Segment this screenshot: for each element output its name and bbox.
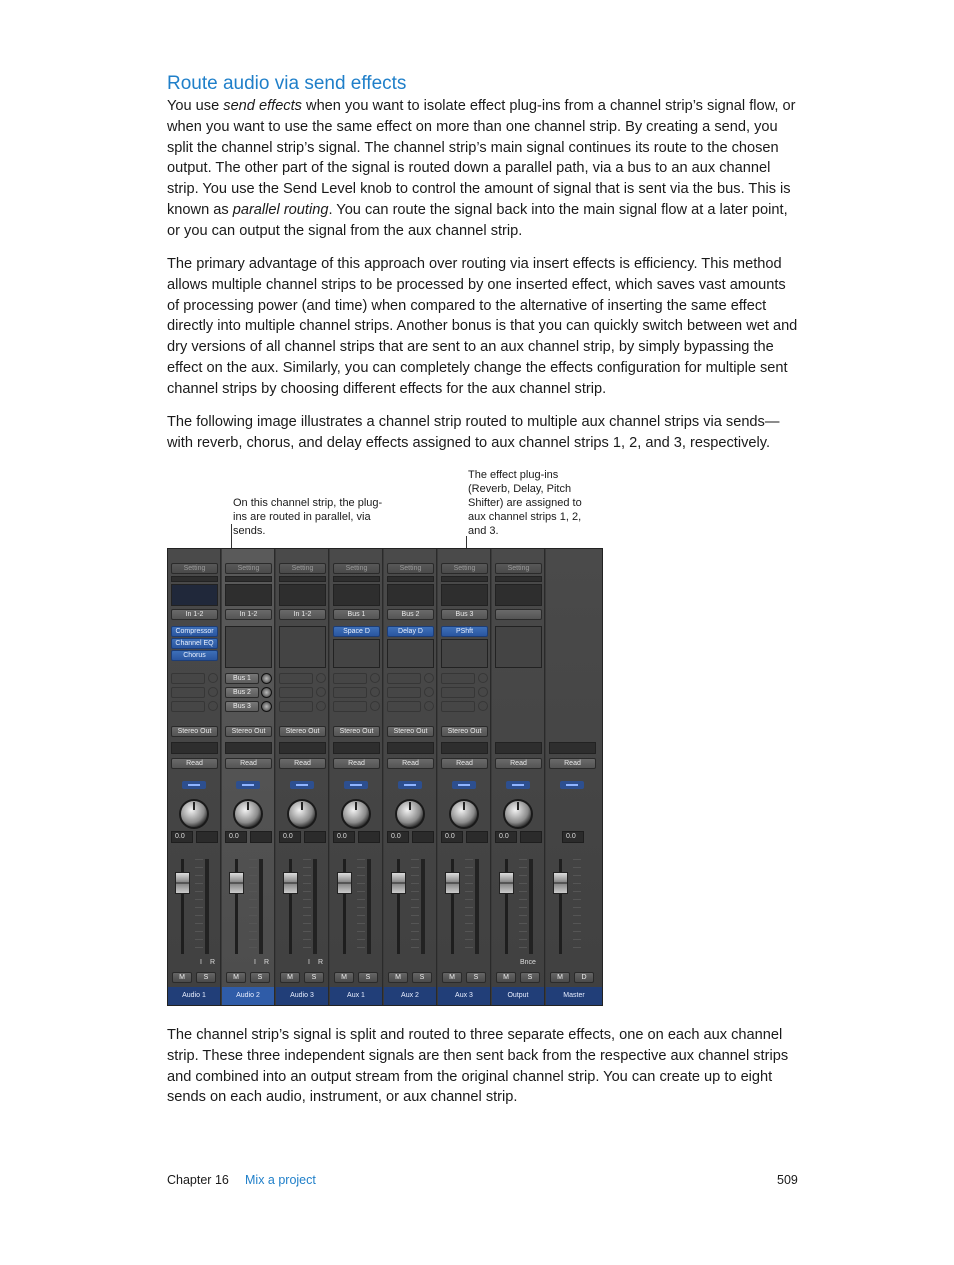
pan-knob[interactable] xyxy=(395,799,425,829)
send-level-knob[interactable] xyxy=(316,687,326,697)
peak-readout xyxy=(196,831,218,843)
send-level-knob[interactable] xyxy=(261,687,272,698)
meter-scale xyxy=(303,859,311,954)
plugin-delay-designer[interactable]: Delay D xyxy=(387,626,434,637)
plugin-chorus[interactable]: Chorus xyxy=(171,650,218,661)
insert-area[interactable] xyxy=(279,626,326,668)
insert-area[interactable] xyxy=(225,626,272,668)
channel-name[interactable]: Audio 3 xyxy=(276,987,328,1005)
mute-button[interactable]: M xyxy=(172,972,192,983)
send-level-knob[interactable] xyxy=(478,701,488,711)
solo-button[interactable]: S xyxy=(196,972,216,983)
mute-button[interactable]: M xyxy=(550,972,570,983)
pan-mode-indicator xyxy=(344,781,368,789)
channel-strip-master xyxy=(546,549,602,1005)
insert-area[interactable] xyxy=(441,639,488,668)
plugin-compressor[interactable]: Compressor xyxy=(171,626,218,637)
eq-thumbnail[interactable] xyxy=(225,584,272,606)
setting-button[interactable]: Setting xyxy=(333,563,380,574)
mute-button[interactable]: M xyxy=(496,972,516,983)
eq-thumbnail[interactable] xyxy=(171,584,218,606)
dim-button[interactable]: D xyxy=(574,972,594,983)
input-monitor-button[interactable]: I xyxy=(200,959,202,966)
plugin-pitch-shifter[interactable]: PShft xyxy=(441,626,488,637)
paragraph-advantages: The primary advantage of this approach over routing via insert effects is efficiency. This method allows multiple channel strips to be processed by one inserted effect, which saves vast amounts of processing power (and time) when compared to the alternative of inserting the same effect directly into multiple channel strips. Another bonus is that you can quickly switch between wet and dry versions of all channel strips that are sent to an aux channel strip, by simply bypassing the effect on the aux. Similarly, you can completely change the effects configuration for multiple sent channel strips by choosing different effects for the aux channel strip. xyxy=(167,256,798,397)
meter-scale xyxy=(195,859,203,954)
eq-thumbnail-bar xyxy=(279,576,326,582)
input-slot[interactable]: Bus 3 xyxy=(441,609,488,620)
output-slot[interactable]: Stereo Out xyxy=(279,726,326,737)
pan-mode-indicator xyxy=(236,781,260,789)
automation-mode-button[interactable]: Read xyxy=(549,758,596,769)
pan-knob[interactable] xyxy=(179,799,209,829)
volume-readout: 0.0 xyxy=(225,831,247,843)
mute-button[interactable]: M xyxy=(442,972,462,983)
pan-mode-indicator xyxy=(182,781,206,789)
group-slot[interactable] xyxy=(225,742,272,754)
level-meter xyxy=(259,859,263,954)
group-slot[interactable] xyxy=(387,742,434,754)
footer-page-number: 509 xyxy=(777,1173,798,1187)
channel-strip-aux-2 xyxy=(384,549,437,1005)
send-level-knob[interactable] xyxy=(424,687,434,697)
insert-area[interactable] xyxy=(333,639,380,668)
send-slot[interactable] xyxy=(333,687,367,698)
volume-readout: 0.0 xyxy=(441,831,463,843)
automation-mode-button[interactable]: Read xyxy=(387,758,434,769)
peak-readout xyxy=(250,831,272,843)
callout-right: The effect plug-ins (Reverb, Delay, Pitch Shifter) are assigned to aux channel strips 1, 2, and 3. xyxy=(468,469,582,537)
eq-thumbnail[interactable] xyxy=(333,584,380,606)
setting-button[interactable]: Setting xyxy=(495,563,542,574)
mute-button[interactable]: M xyxy=(388,972,408,983)
setting-button[interactable]: Setting xyxy=(387,563,434,574)
send-slot[interactable] xyxy=(387,673,421,684)
send-level-knob[interactable] xyxy=(316,673,326,683)
send-slot[interactable] xyxy=(171,701,205,712)
footer-chapter: Chapter 16 xyxy=(167,1173,229,1187)
automation-mode-button[interactable]: Read xyxy=(225,758,272,769)
mute-button[interactable]: M xyxy=(334,972,354,983)
input-slot[interactable] xyxy=(495,609,542,620)
send-level-knob[interactable] xyxy=(370,687,380,697)
send-slot[interactable] xyxy=(333,673,367,684)
mixer-screenshot xyxy=(167,548,603,1006)
channel-strip-output xyxy=(492,549,545,1005)
level-meter xyxy=(367,859,371,954)
channel-strip-aux-1 xyxy=(330,549,383,1005)
send-level-knob[interactable] xyxy=(424,701,434,711)
send-level-knob[interactable] xyxy=(424,673,434,683)
volume-fader[interactable] xyxy=(553,872,568,894)
record-enable-button[interactable]: R xyxy=(318,959,324,966)
solo-button[interactable]: S xyxy=(520,972,540,983)
group-slot[interactable] xyxy=(549,742,596,754)
output-slot[interactable]: Stereo Out xyxy=(441,726,488,737)
channel-name[interactable]: Audio 1 xyxy=(168,987,220,1005)
automation-mode-button[interactable]: Read xyxy=(279,758,326,769)
automation-mode-button[interactable]: Read xyxy=(495,758,542,769)
volume-fader[interactable] xyxy=(283,872,298,894)
send-slot[interactable] xyxy=(441,701,475,712)
volume-fader[interactable] xyxy=(337,872,352,894)
solo-button[interactable]: S xyxy=(250,972,270,983)
eq-thumbnail[interactable] xyxy=(387,584,434,606)
send-level-knob[interactable] xyxy=(208,673,218,683)
level-meter xyxy=(475,859,479,954)
channel-name[interactable]: Aux 1 xyxy=(330,987,382,1005)
pan-mode-indicator xyxy=(506,781,530,789)
insert-area[interactable] xyxy=(387,639,434,668)
pan-knob[interactable] xyxy=(449,799,479,829)
output-slot[interactable]: Stereo Out xyxy=(171,726,218,737)
channel-name[interactable]: Master xyxy=(546,987,602,1005)
input-slot[interactable]: In 1-2 xyxy=(279,609,326,620)
eq-thumbnail-bar xyxy=(441,576,488,582)
peak-readout xyxy=(466,831,488,843)
send-level-knob[interactable] xyxy=(261,701,272,712)
send-slot[interactable] xyxy=(387,701,421,712)
volume-readout: 0.0 xyxy=(333,831,355,843)
send-slot[interactable] xyxy=(171,687,205,698)
input-slot[interactable]: In 1-2 xyxy=(171,609,218,620)
send-level-knob[interactable] xyxy=(370,673,380,683)
setting-button[interactable]: Setting xyxy=(441,563,488,574)
pan-mode-indicator xyxy=(452,781,476,789)
volume-readout: 0.0 xyxy=(562,831,584,843)
eq-thumbnail[interactable] xyxy=(441,584,488,606)
record-enable-button[interactable]: R xyxy=(210,959,216,966)
channel-name[interactable]: Aux 2 xyxy=(384,987,436,1005)
automation-mode-button[interactable]: Read xyxy=(171,758,218,769)
meter-scale xyxy=(249,859,257,954)
send-bus-2[interactable]: Bus 2 xyxy=(225,687,259,698)
para1-text-middle: when you want to isolate effect plug-ins from a channel strip’s signal flow, or when you want to use the same effect on more than one channel strip. By creating a send, you split the channel strip’s signal. The channel strip’s main signal continues its route to the chosen output. The other part of the signal is routed down a parallel path, via a bus to an aux channel strip. You use the Send Level knob to control the amount of signal that is sent via the bus. This is known as xyxy=(167,98,796,218)
volume-fader[interactable] xyxy=(391,872,406,894)
meter-scale xyxy=(411,859,419,954)
volume-readout: 0.0 xyxy=(279,831,301,843)
send-slot[interactable] xyxy=(441,687,475,698)
paragraph-image-intro: The following image illustrates a channel strip routed to multiple aux channel strips via sends—with reverb, chorus, and delay effects assigned to aux channel strips 1, 2, and 3, respectively. xyxy=(167,414,780,451)
send-level-knob[interactable] xyxy=(370,701,380,711)
insert-area[interactable] xyxy=(495,626,542,668)
pan-knob[interactable] xyxy=(233,799,263,829)
para1-text-end: . You can route the signal back into the main signal flow at a later point, or you can output the signal from the aux channel strip. xyxy=(167,201,788,239)
eq-thumbnail-bar xyxy=(387,576,434,582)
peak-readout xyxy=(304,831,326,843)
send-slot[interactable] xyxy=(171,673,205,684)
send-slot[interactable] xyxy=(279,701,313,712)
footer-chapter-link[interactable]: Mix a project xyxy=(245,1173,316,1187)
send-slot[interactable] xyxy=(333,701,367,712)
level-meter xyxy=(421,859,425,954)
send-slot[interactable] xyxy=(279,673,313,684)
input-monitor-button[interactable]: I xyxy=(254,959,256,966)
channel-strip-aux-3 xyxy=(438,549,491,1005)
group-slot[interactable] xyxy=(441,742,488,754)
eq-thumbnail-bar xyxy=(495,576,542,582)
solo-button[interactable]: S xyxy=(358,972,378,983)
meter-scale xyxy=(465,859,473,954)
output-slot[interactable]: Stereo Out xyxy=(333,726,380,737)
para1-text-start: You use xyxy=(167,98,224,114)
eq-thumbnail-bar xyxy=(171,576,218,582)
eq-thumbnail[interactable] xyxy=(495,584,542,606)
solo-button[interactable]: S xyxy=(412,972,432,983)
eq-thumbnail-bar xyxy=(333,576,380,582)
section-heading: Route audio via send effects xyxy=(167,73,407,94)
group-slot[interactable] xyxy=(333,742,380,754)
pan-knob[interactable] xyxy=(287,799,317,829)
volume-readout: 0.0 xyxy=(495,831,517,843)
peak-readout xyxy=(520,831,542,843)
channel-name[interactable]: Output xyxy=(492,987,544,1005)
send-bus-3[interactable]: Bus 3 xyxy=(225,701,259,712)
paragraph-send-effects xyxy=(167,96,799,242)
input-slot[interactable]: Bus 2 xyxy=(387,609,434,620)
level-meter xyxy=(313,859,317,954)
callout-left: On this channel strip, the plug-ins are routed in parallel, via sends. xyxy=(233,497,383,537)
peak-readout xyxy=(358,831,380,843)
send-level-knob[interactable] xyxy=(208,701,218,711)
channel-strip-audio-2 xyxy=(222,549,275,1005)
send-slot[interactable] xyxy=(279,687,313,698)
group-slot[interactable] xyxy=(279,742,326,754)
channel-strip-audio-3 xyxy=(276,549,329,1005)
peak-readout xyxy=(412,831,434,843)
plugin-channel-eq[interactable]: Channel EQ xyxy=(171,638,218,649)
automation-mode-button[interactable]: Read xyxy=(441,758,488,769)
pan-knob[interactable] xyxy=(341,799,371,829)
group-slot[interactable] xyxy=(171,742,218,754)
send-level-knob[interactable] xyxy=(208,687,218,697)
channel-name[interactable]: Audio 2 xyxy=(222,987,274,1005)
level-meter xyxy=(205,859,209,954)
send-bus-1[interactable]: Bus 1 xyxy=(225,673,259,684)
volume-readout: 0.0 xyxy=(387,831,409,843)
pan-mode-indicator xyxy=(290,781,314,789)
channel-name[interactable]: Aux 3 xyxy=(438,987,490,1005)
meter-scale xyxy=(357,859,365,954)
record-enable-button[interactable]: R xyxy=(264,959,270,966)
setting-button[interactable]: Setting xyxy=(279,563,326,574)
mute-button[interactable]: M xyxy=(280,972,300,983)
term-parallel-routing: parallel routing xyxy=(232,201,329,218)
input-slot[interactable]: Bus 1 xyxy=(333,609,380,620)
term-send-effects: send effects xyxy=(223,98,302,114)
group-slot[interactable] xyxy=(495,742,542,754)
volume-fader[interactable] xyxy=(175,872,190,894)
volume-fader[interactable] xyxy=(445,872,460,894)
output-slot[interactable]: Stereo Out xyxy=(387,726,434,737)
send-slot[interactable] xyxy=(441,673,475,684)
send-level-knob[interactable] xyxy=(478,687,488,697)
paragraph-signal-split: The channel strip’s signal is split and routed to three separate effects, one on each aux channel strip. These three independent signals are then sent back from the respective aux channel strips and combined into an output stream from the original channel strip. You can create up to eight sends on each audio, instrument, or aux channel strip. xyxy=(167,1027,789,1106)
send-level-knob[interactable] xyxy=(316,701,326,711)
solo-button[interactable]: S xyxy=(304,972,324,983)
volume-fader[interactable] xyxy=(229,872,244,894)
automation-mode-button[interactable]: Read xyxy=(333,758,380,769)
volume-readout: 0.0 xyxy=(171,831,193,843)
pan-mode-indicator xyxy=(560,781,584,789)
output-slot[interactable]: Stereo Out xyxy=(225,726,272,737)
input-slot[interactable]: In 1-2 xyxy=(225,609,272,620)
setting-button[interactable]: Setting xyxy=(171,563,218,574)
eq-thumbnail[interactable] xyxy=(279,584,326,606)
eq-thumbnail-bar xyxy=(225,576,272,582)
meter-scale xyxy=(573,859,581,954)
plugin-space-designer[interactable]: Space D xyxy=(333,626,380,637)
meter-scale xyxy=(519,859,527,954)
send-level-knob[interactable] xyxy=(478,673,488,683)
volume-fader[interactable] xyxy=(499,872,514,894)
setting-button[interactable]: Setting xyxy=(225,563,272,574)
send-slot[interactable] xyxy=(387,687,421,698)
mute-button[interactable]: M xyxy=(226,972,246,983)
send-level-knob[interactable] xyxy=(261,673,272,684)
pan-mode-indicator xyxy=(398,781,422,789)
level-meter xyxy=(529,859,533,954)
channel-strip-audio-1 xyxy=(168,549,221,1005)
bounce-button[interactable]: Bnce xyxy=(520,959,536,966)
input-monitor-button[interactable]: I xyxy=(308,959,310,966)
pan-knob[interactable] xyxy=(503,799,533,829)
solo-button[interactable]: S xyxy=(466,972,486,983)
